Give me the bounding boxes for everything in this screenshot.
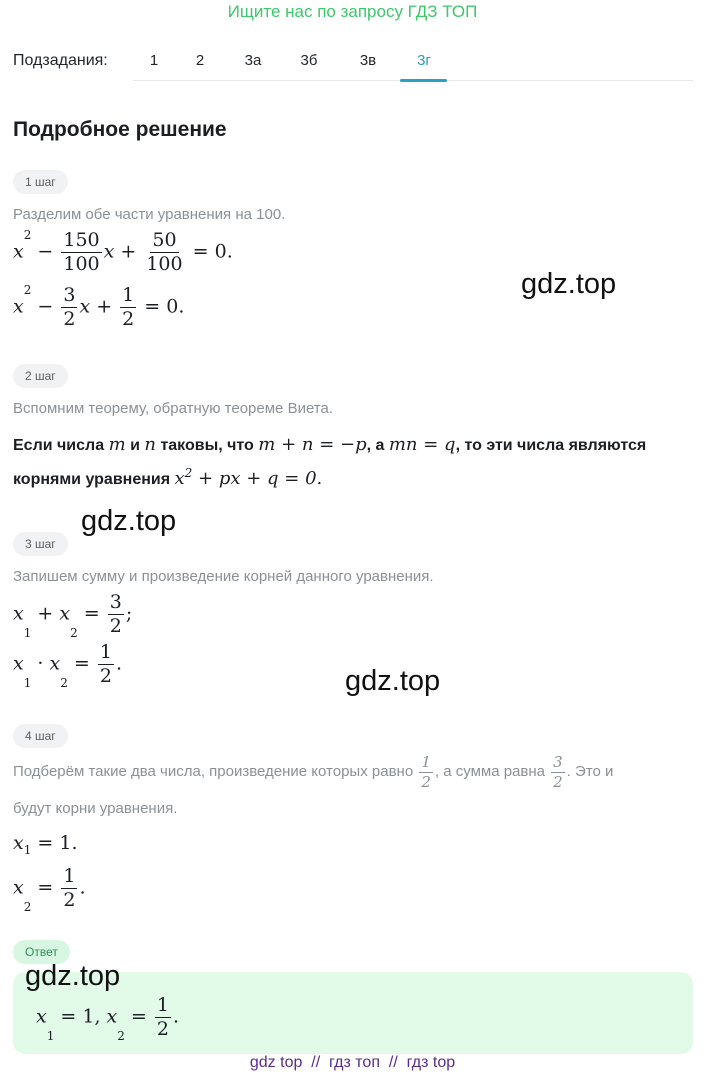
theorem-line-1: Если числа m и n таковы, что m + n = −p, а mn = q, то эти числа являются [13,434,647,455]
answer-equation: $x_1 = 1$, $x_2$ = $\frac{1}{2}$ . [36,994,180,1043]
tab-3v[interactable]: 3в [359,52,377,69]
theorem-comma-a: , а [366,437,385,454]
step-1-text: Разделим обе части уравнения на 100. [13,206,286,223]
watermark: gdz.top [521,268,617,300]
theorem-line-2: корнями уравнения $x^2$ + px + q = 0. [13,466,323,489]
theorem-part-3: , то эти числа являются [455,437,647,454]
tab-3b[interactable]: 3б [300,52,318,69]
watermark: gdz.top [345,665,441,697]
step-1-badge: 1 шаг [13,170,68,194]
step-3-product: $x_1 \cdot x_2$ = $\frac{1}{2}$ . [13,641,122,690]
step-1-equation-1: $x^2$ − $\frac{150}{100}$ x + $\frac{50}{100}$ = 0. [13,228,233,275]
step-4-text-line-2: будут корни уравнения. [13,800,178,817]
step-3-text: Запишем сумму и произведение корней данного уравнения. [13,568,434,585]
step-4-badge: 4 шаг [13,724,68,748]
step-4-text-part-3: . Это и [566,762,614,780]
step-2-badge: 2 шаг [13,364,68,388]
step-3-sum: $x_1 + x_2$ = $\frac{3}{2}$ ; [13,591,133,640]
theorem-part-4: корнями уравнения [13,471,171,488]
step-4-root-2: $x_2$ = $\frac{1}{2}$ . [13,865,86,914]
step-4-text-line-1: Подберём такие два числа, произведение которых равно $\frac{1}{2}$ , а сумма равна $\frac{3}{2}$ . Это и [13,753,614,791]
step-3-badge: 3 шаг [13,532,68,556]
footer-links: gdz top // гдз топ // гдз top [249,1054,456,1071]
tab-2[interactable]: 2 [195,52,205,69]
step-4-root-1: $x_1 = 1$. [13,832,78,857]
subtasks-label: Подзадания: [13,52,108,69]
tab-1[interactable]: 1 [149,52,159,69]
active-tab-indicator [400,79,447,82]
tab-3g[interactable]: 3г [417,52,431,69]
tab-3a[interactable]: 3а [244,52,262,69]
watermark: gdz.top [81,505,177,537]
watermark: gdz.top [25,960,121,992]
step-1-equation-2: $x^2$ − $\frac{3}{2}$ x + $\frac{1}{2}$ = 0. [13,283,185,330]
theorem-part-2: таковы, что [160,437,254,454]
solution-heading: Подробное решение [13,118,227,141]
step-2-text: Вспомним теорему, обратную теореме Виета. [13,400,334,417]
step-4-text-part-2: , а сумма равна [434,762,545,780]
answer-badge: Ответ [13,940,70,964]
step-4-text-part-1: Подберём такие два числа, произведение которых равно [13,762,414,780]
theorem-and: и [130,437,140,454]
theorem-part-1: Если числа [13,437,105,454]
search-banner: Ищите нас по запросу ГДЗ ТОП [227,2,478,21]
